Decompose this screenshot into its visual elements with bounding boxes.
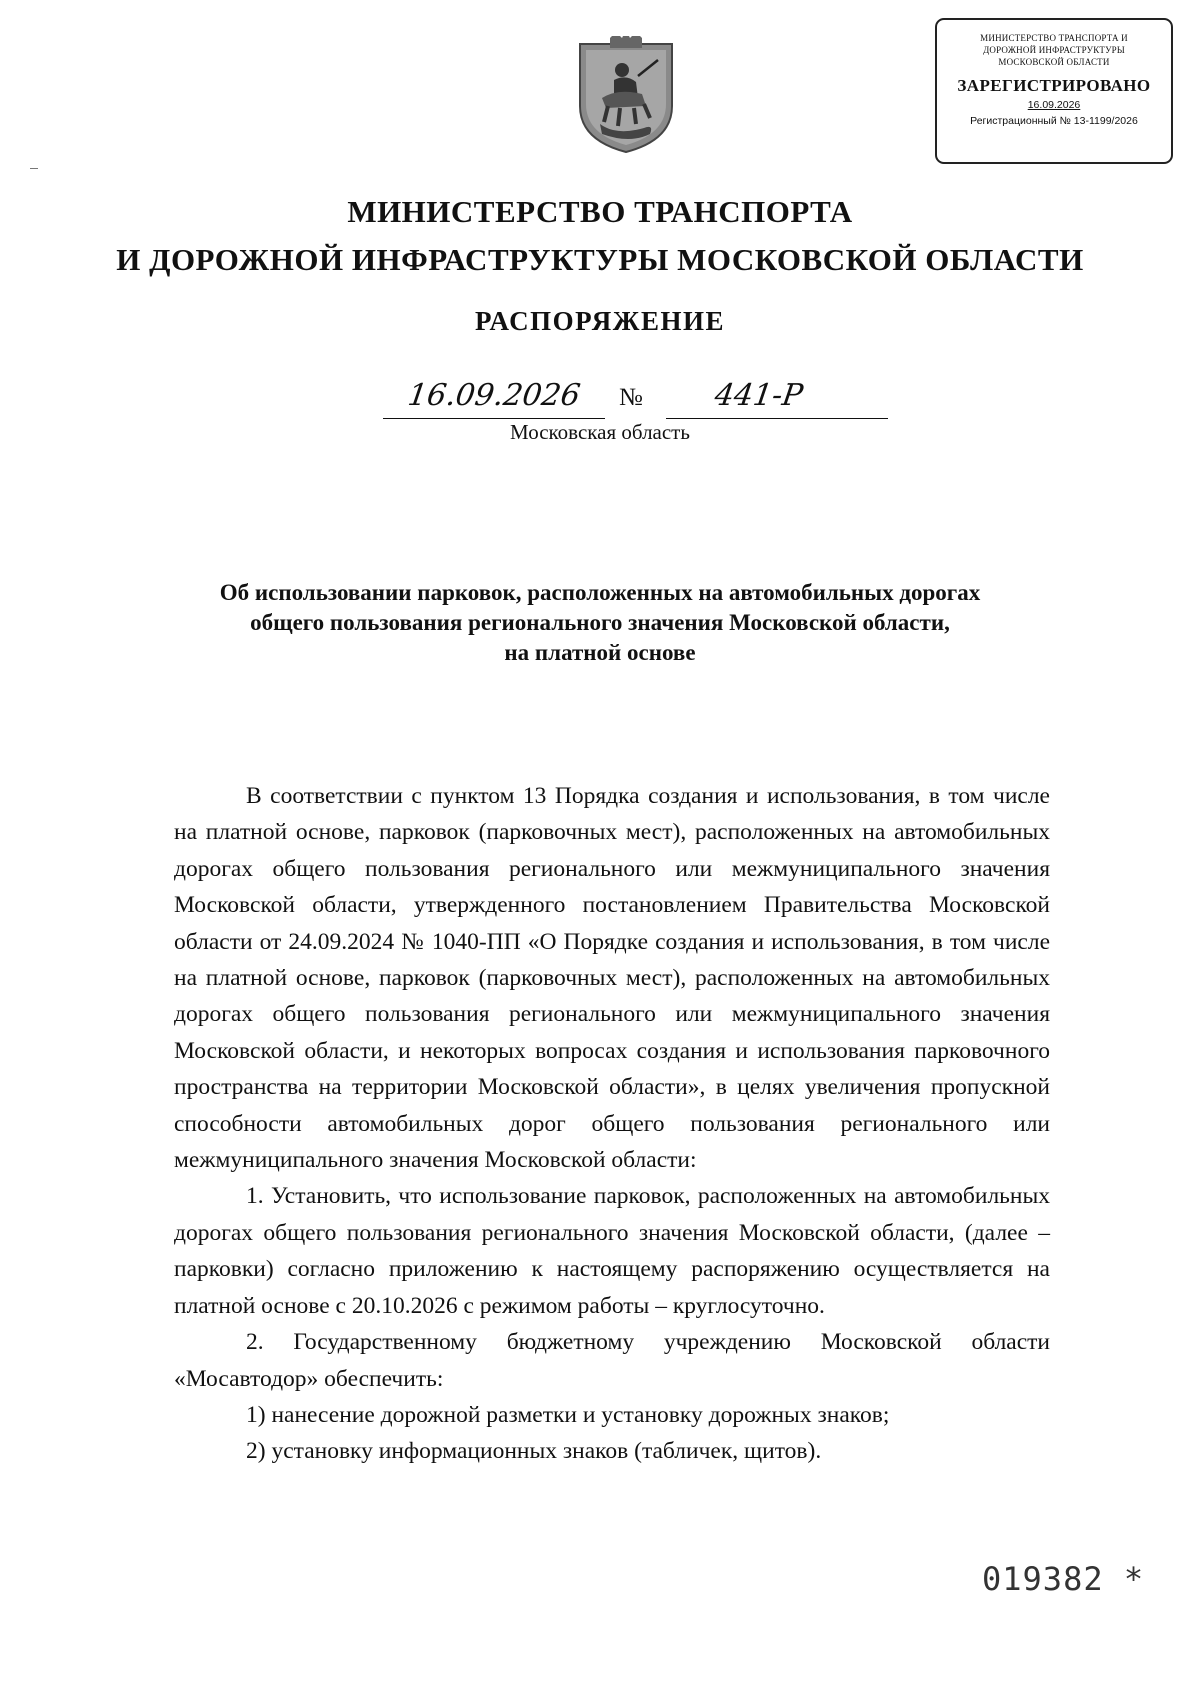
item-2-paragraph: 2. Государственному бюджетному учреждению Московской области «Мосавтодор» обеспечить: — [174, 1329, 1050, 1392]
document-subject — [150, 578, 1050, 668]
number-sign: № — [619, 384, 643, 411]
location: Московская область — [510, 420, 690, 444]
item-2-subitem-1: 1) нанесение дорожной разметки и установку дорожных знаков; — [246, 1401, 890, 1428]
document-type: РАСПОРЯЖЕНИЕ — [474, 306, 726, 336]
ministry-heading-line1: МИНИСТЕРСТВО ТРАНСПОРТА — [347, 194, 853, 229]
stamp-ministry-name: МИНИСТЕРСТВО ТРАНСПОРТА И ДОРОЖНОЙ ИНФРАСТРУКТУРЫ МОСКОВСКОЙ ОБЛАСТИ — [980, 33, 1128, 67]
form-serial-number: 019382 * — [982, 1560, 1145, 1598]
stamp-registration-number: Регистрационный № 13-1199/2026 — [970, 115, 1138, 127]
document-body — [174, 778, 1050, 1470]
item-2-subitem-2: 2) установку информационных знаков (табличек, щитов). — [246, 1438, 822, 1465]
registration-stamp — [935, 18, 1173, 164]
stamp-status: ЗАРЕГИСТРИРОВАНО — [957, 76, 1151, 95]
coat-of-arms-emblem — [572, 36, 680, 156]
subject-line2: общего пользования регионального значения Московской области, — [250, 610, 950, 635]
number-underline — [666, 418, 888, 419]
subject-line3: на платной основе — [504, 640, 696, 665]
date-number-line — [383, 378, 893, 418]
ministry-heading-line2: И ДОРОЖНОЙ ИНФРАСТРУКТУРЫ МОСКОВСКОЙ ОБЛАСТИ — [116, 242, 1084, 277]
date-underline — [383, 418, 605, 419]
preamble-paragraph: В соответствии с пунктом 13 Порядка создания и использования, в том числе на платной основе, парковок (парковочных мест), расположенных на автомобильных дорогах общего пользования регионального или межмуниципального значения Московской области, утвержденного постановлением Правительства Московской области от 24.09.2024 № 1040-ПП «О Порядке создания и использования, в том числе на платной основе, парковок (парковочных мест), расположенных на автомобильных дорогах общего пользования регионального или межмуниципального значения Московской области, и некоторых вопросах создания и использования парковочного пространства на территории Московской области», в целях увеличения пропускной способности автомобильных дорог общего пользования регионального или межмуниципального значения Московской области: — [174, 783, 1050, 1174]
stamp-date: 16.09.2026 — [1027, 99, 1081, 111]
margin-mark — [30, 168, 38, 169]
ministry-heading — [0, 188, 1200, 284]
subject-line1: Об использовании парковок, расположенных на автомобильных дорогах — [219, 580, 981, 605]
handwritten-date: 16.09.2026 — [405, 378, 583, 413]
handwritten-number: 441-Р — [712, 378, 806, 413]
item-1-paragraph: 1. Установить, что использование парковок, расположенных на автомобильных дорогах общего пользования регионального значения Московской области, (далее – парковки) согласно приложению к настоящему распоряжению осуществляется на платной основе с 20.10.2026 с режимом работы – круглосуточно. — [174, 1183, 1050, 1319]
